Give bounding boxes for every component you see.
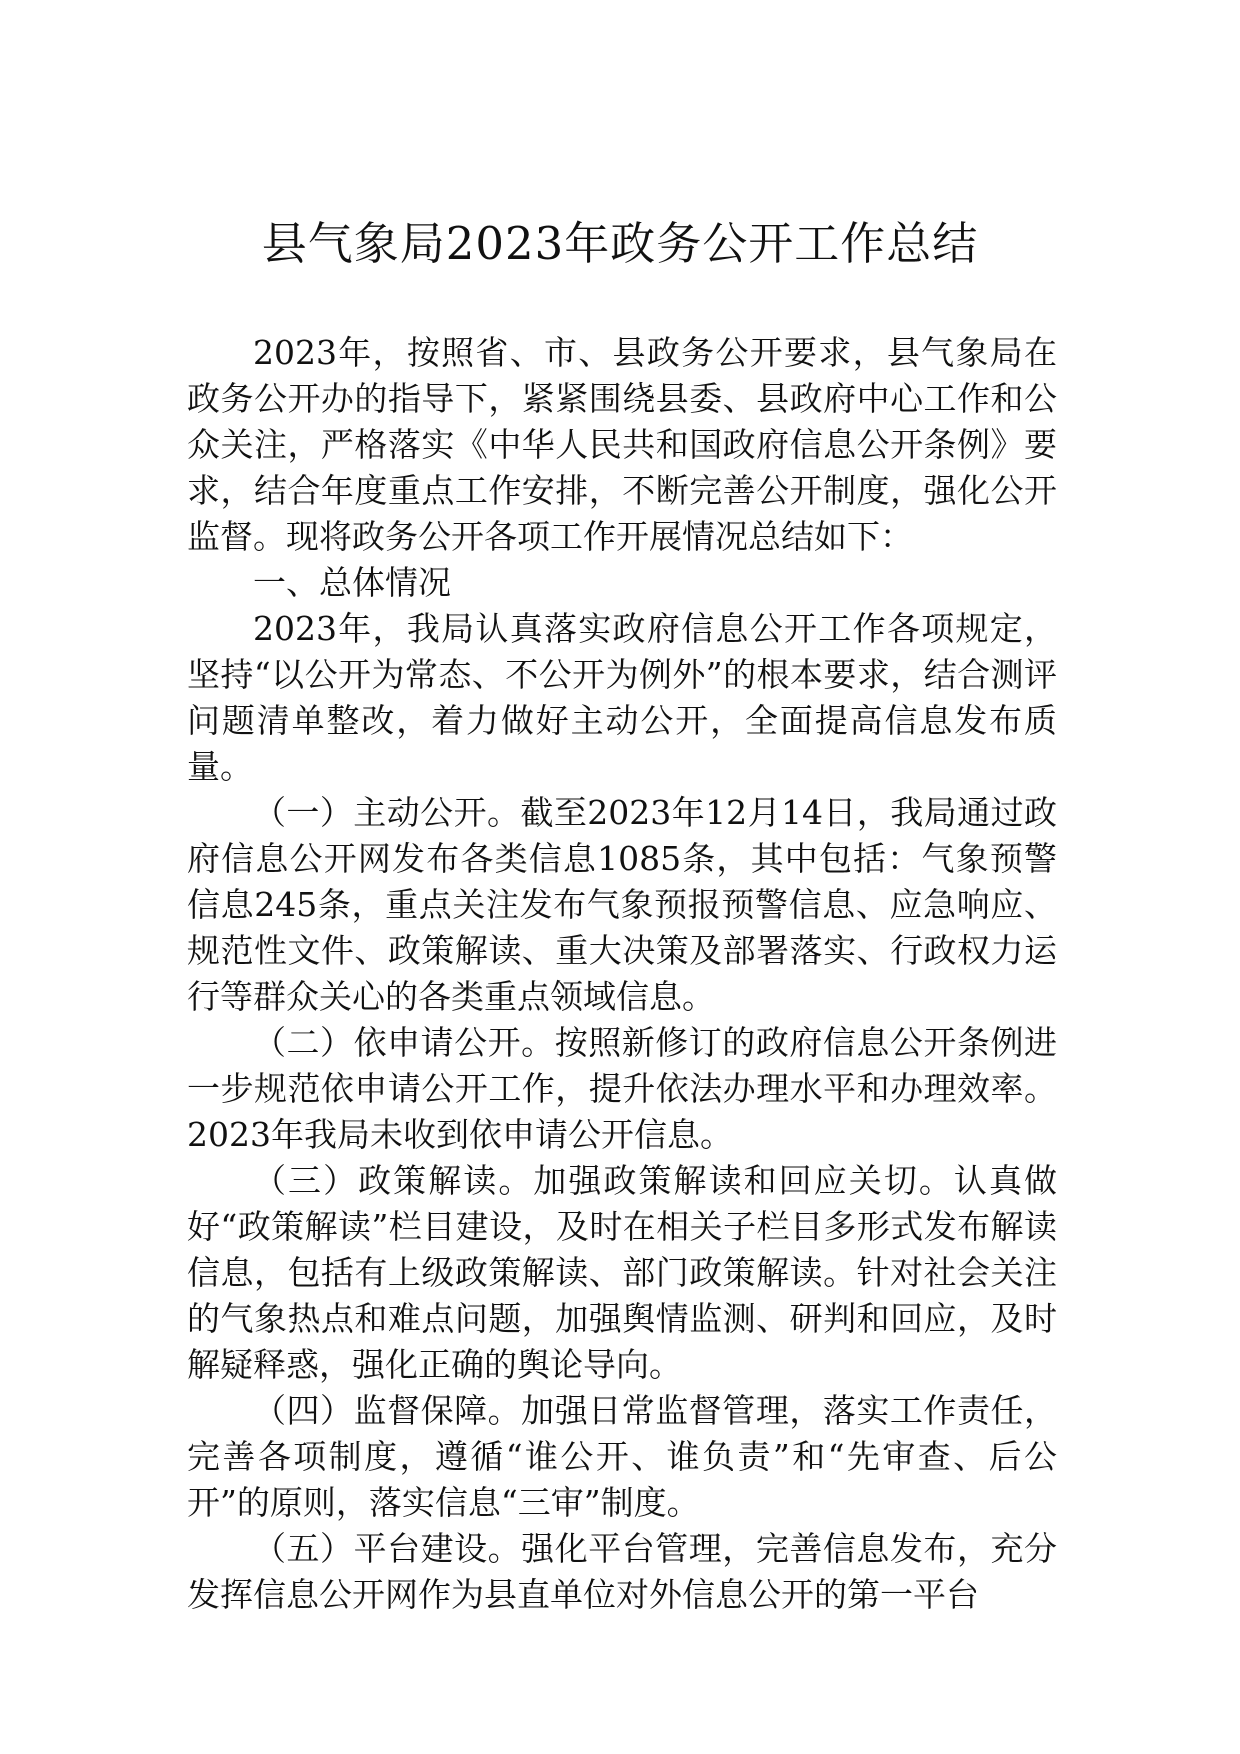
paragraph-supervision: （四）监督保障。加强日常监督管理，落实工作责任，完善各项制度，遵循“谁公开、谁负责”和“先审查、后公开”的原则，落实信息“三审”制度。 [187,1391,1057,1522]
paragraph-request-disclosure: （二）依申请公开。按照新修订的政府信息公开条例进一步规范依申请公开工作，提升依法办理水平和办理效率。2023年我局未收到依申请公开信息。 [187,1023,1057,1154]
document-title: 县气象局2023年政务公开工作总结 [261,217,979,270]
paragraph-platform: （五）平台建设。强化平台管理，完善信息发布，充分发挥信息公开网作为县直单位对外信息公开的第一平台 [187,1529,1057,1614]
paragraph-overview: 2023年，我局认真落实政府信息公开工作各项规定，坚持“以公开为常态、不公开为例外”的根本要求，结合测评问题清单整改，着力做好主动公开，全面提高信息发布质量。 [187,609,1057,786]
paragraph-policy-interpretation: （三）政策解读。加强政策解读和回应关切。认真做好“政策解读”栏目建设，及时在相关子栏目多形式发布解读信息，包括有上级政策解读、部门政策解读。针对社会关注的气象热点和难点问题，加强舆情监测、研判和回应，及时解疑释惑，强化正确的舆论导向。 [187,1161,1057,1384]
section-heading-overview: 一、总体情况 [253,563,451,602]
paragraph-intro: 2023年，按照省、市、县政务公开要求，县气象局在政务公开办的指导下，紧紧围绕县委、县政府中心工作和公众关注，严格落实《中华人民共和国政府信息公开条例》要求，结合年度重点工作安排，不断完善公开制度，强化公开监督。现将政务公开各项工作开展情况总结如下： [187,333,1057,556]
document-body [187,330,1057,1618]
paragraph-active-disclosure: （一）主动公开。截至2023年12月14日，我局通过政府信息公开网发布各类信息1085条，其中包括：气象预警信息245条，重点关注发布气象预报预警信息、应急响应、规范性文件、政策解读、重大决策及部署落实、行政权力运行等群众关心的各类重点领域信息。 [187,793,1057,1016]
